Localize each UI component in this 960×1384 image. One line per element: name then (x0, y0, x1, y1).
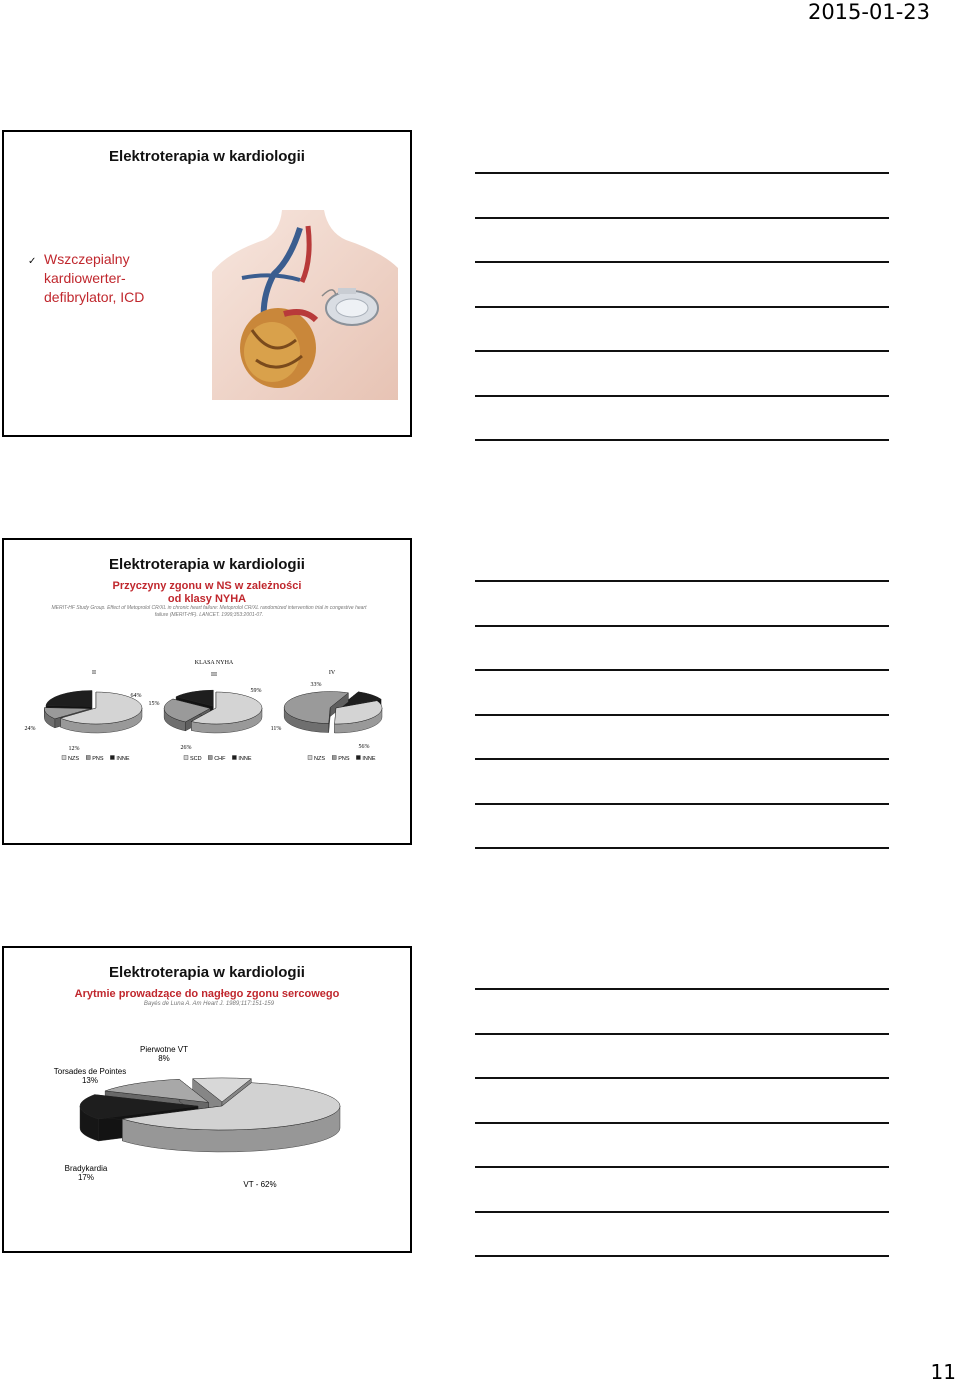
notes-line (475, 1077, 889, 1079)
notes-line (475, 758, 889, 760)
bullet-line-3: defibrylator, ICD (44, 289, 145, 305)
pie-label: 59% (250, 688, 262, 694)
notes-line (475, 669, 889, 671)
slide-2 (2, 538, 412, 845)
legend-swatch (208, 756, 212, 760)
slide-title: Elektroterapia w kardiologii (109, 556, 305, 573)
slide-title: Elektroterapia w kardiologii (109, 964, 305, 981)
notes-line (475, 714, 889, 716)
pie-label: 13% (81, 1076, 99, 1085)
notes-line (475, 1122, 889, 1124)
slide-subtitle-line-1: Przyczyny zgonu w NS w zależności (112, 580, 302, 592)
legend-label: PNS (92, 756, 104, 762)
pie-label: Pierwotne VT (139, 1045, 189, 1054)
slide-title: Elektroterapia w kardiologii (109, 148, 305, 165)
citation: Bayés de Luna A. Am Heart J. 1989;117:151-159 (143, 1001, 275, 1007)
pie-title-III: III (211, 672, 217, 678)
notes-line (475, 172, 889, 174)
legend-label: INNE (238, 756, 252, 762)
legend-swatch (356, 756, 360, 760)
citation-line-2: failure (MERIT-HF). LANCET. 1999;353:2001-07. (154, 612, 264, 618)
chart-heading: KLASA NYHA (194, 660, 234, 666)
legend-label: CHF (214, 756, 226, 762)
legend-label: INNE (116, 756, 130, 762)
pie-label: 8% (158, 1054, 170, 1063)
bullet-line-1: Wszczepialny (44, 251, 130, 267)
notes-line (475, 847, 889, 849)
notes-line (475, 625, 889, 627)
pie-label: Bradykardia (64, 1164, 108, 1173)
slide-3 (2, 946, 412, 1253)
notes-line (475, 350, 889, 352)
notes-line (475, 306, 889, 308)
slide-1 (2, 130, 412, 437)
legend-swatch (232, 756, 236, 760)
page-number: 11 (930, 1360, 956, 1384)
slide-subtitle: Arytmie prowadzące do nagłego zgonu sercowego (74, 988, 340, 1000)
notes-line (475, 395, 889, 397)
notes-line (475, 580, 889, 582)
pie-label: 11% (270, 726, 282, 732)
notes-line (475, 988, 889, 990)
notes-line (475, 1166, 889, 1168)
pie-label: Torsades de Pointes (53, 1067, 127, 1076)
legend-swatch (184, 756, 188, 760)
bullet-item-icd (28, 250, 209, 307)
pie-label: VT - 62% (243, 1180, 277, 1189)
pie-title-IV: IV (328, 670, 336, 676)
notes-line (475, 1211, 889, 1213)
arrhythmia-pie-chart (4, 948, 410, 1251)
pie-label: 33% (310, 682, 322, 688)
nyha-pie-charts (4, 540, 410, 843)
notes-line (475, 439, 889, 441)
bullet-line-2: kardiowerter- (44, 270, 126, 286)
legend-swatch (62, 756, 66, 760)
legend-label: NZS (68, 756, 79, 762)
notes-line (475, 261, 889, 263)
icd-implant-illustration (212, 210, 398, 400)
slide-subtitle-line-2: od klasy NYHA (167, 593, 247, 605)
pie-label: 26% (180, 745, 192, 751)
citation-line-1: MERIT-HF Study Group. Effect of Metoprolol CR/XL in chronic heart failure: Metoprolol CR/XL randomized intervention trial in congestive heart (51, 605, 367, 611)
pie-label: 12% (68, 746, 80, 752)
legend-swatch (110, 756, 114, 760)
notes-line (475, 217, 889, 219)
pie-label: 17% (77, 1173, 95, 1182)
notes-line (475, 1033, 889, 1035)
pie-label: 15% (148, 701, 160, 707)
legend-label: PNS (338, 756, 350, 762)
notes-line (475, 803, 889, 805)
notes-line (475, 1255, 889, 1257)
pie-label: 64% (130, 693, 142, 699)
legend-label: SCD (190, 756, 202, 762)
header-date: 2015-01-23 (807, 0, 930, 24)
legend-swatch (86, 756, 90, 760)
legend-label: INNE (362, 756, 376, 762)
pie-title-II: II (92, 670, 96, 676)
pie-label: 24% (24, 726, 36, 732)
legend-swatch (308, 756, 312, 760)
pie-label: 56% (358, 744, 370, 750)
legend-label: NZS (314, 756, 325, 762)
legend-swatch (332, 756, 336, 760)
checkmark-icon: ✓ (28, 256, 37, 267)
